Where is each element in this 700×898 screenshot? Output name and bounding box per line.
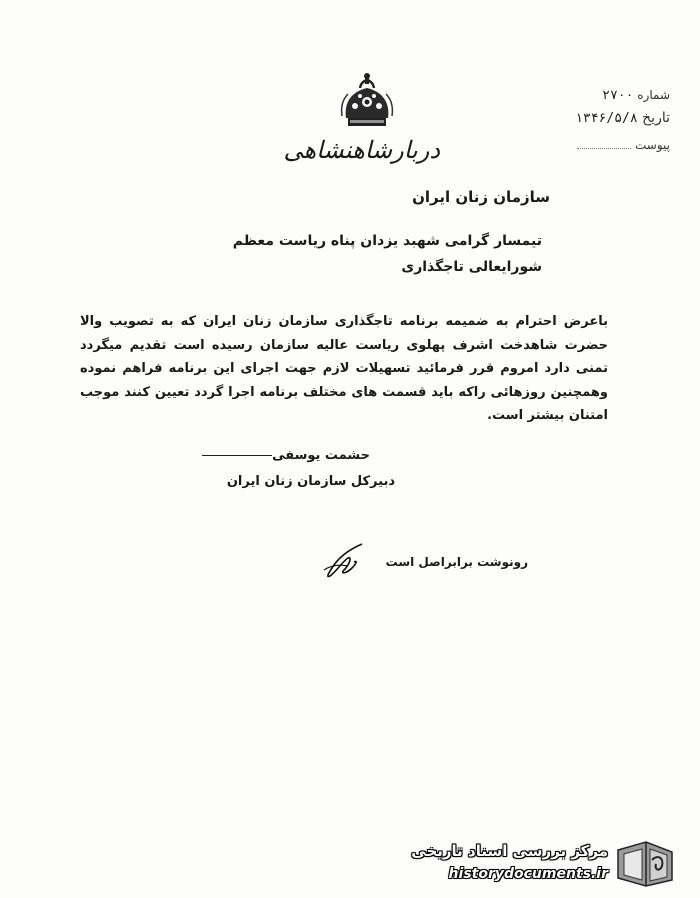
reference-number-value: ۲۷۰۰ <box>602 88 634 103</box>
addressee-line-1: تیمسار گرامی شهبد یزدان پناه ریاست معظم <box>232 233 542 249</box>
organization-title: سازمان زنان ایران <box>412 188 550 206</box>
attachment-dotted-line <box>577 138 631 149</box>
reference-number <box>540 88 670 103</box>
copy-certification-note: رونوشت برابراصل است <box>385 555 528 569</box>
archive-book-logo-icon <box>612 840 678 888</box>
watermark-url: historydocuments.ir <box>448 866 608 882</box>
reference-date-value: ۱۳۴۶/۵/۸ <box>575 111 638 126</box>
reference-date <box>540 110 670 126</box>
letter-body: باعرض احترام به ضمیمه برنامه تاجگذاری سازمان زنان ایران که به تصویب والا حضرت شاهدخت اشرف پهلوی ریاست عالیه سازمان رسیده است تقدیم میگردد تمنی دارد امروم قرر فرمائید تسهیلات لازم جهت اجرای این برنامه فراهم نموده وهمچنین روزهائی راکه باید قسمت های مختلف برنامه اجرا گردد تعیین کنند موجب امتنان بیشتر است. <box>80 314 608 423</box>
reference-date-label: تاریخ <box>642 110 670 126</box>
watermark <box>411 838 690 890</box>
pahlavi-crown-emblem-icon <box>336 72 398 130</box>
letterhead-name: دربارشاهنشاهی <box>283 136 440 164</box>
handwritten-paraph-icon <box>318 540 368 582</box>
signer-name-text: حشمت یوسفی <box>272 448 370 463</box>
reference-attachment <box>540 138 670 152</box>
signer-name-flourish <box>202 455 272 456</box>
reference-attachment-label: پیوست <box>635 138 670 152</box>
watermark-title: مرکز بررسی اسناد تاریخی <box>411 842 608 860</box>
reference-number-label: شماره <box>637 88 670 102</box>
addressee-line-2: شورایعالی تاجگذاری <box>401 259 542 275</box>
signer-title: دبیرکل سازمان زنان ایران <box>226 474 395 489</box>
signer-name <box>180 448 370 463</box>
